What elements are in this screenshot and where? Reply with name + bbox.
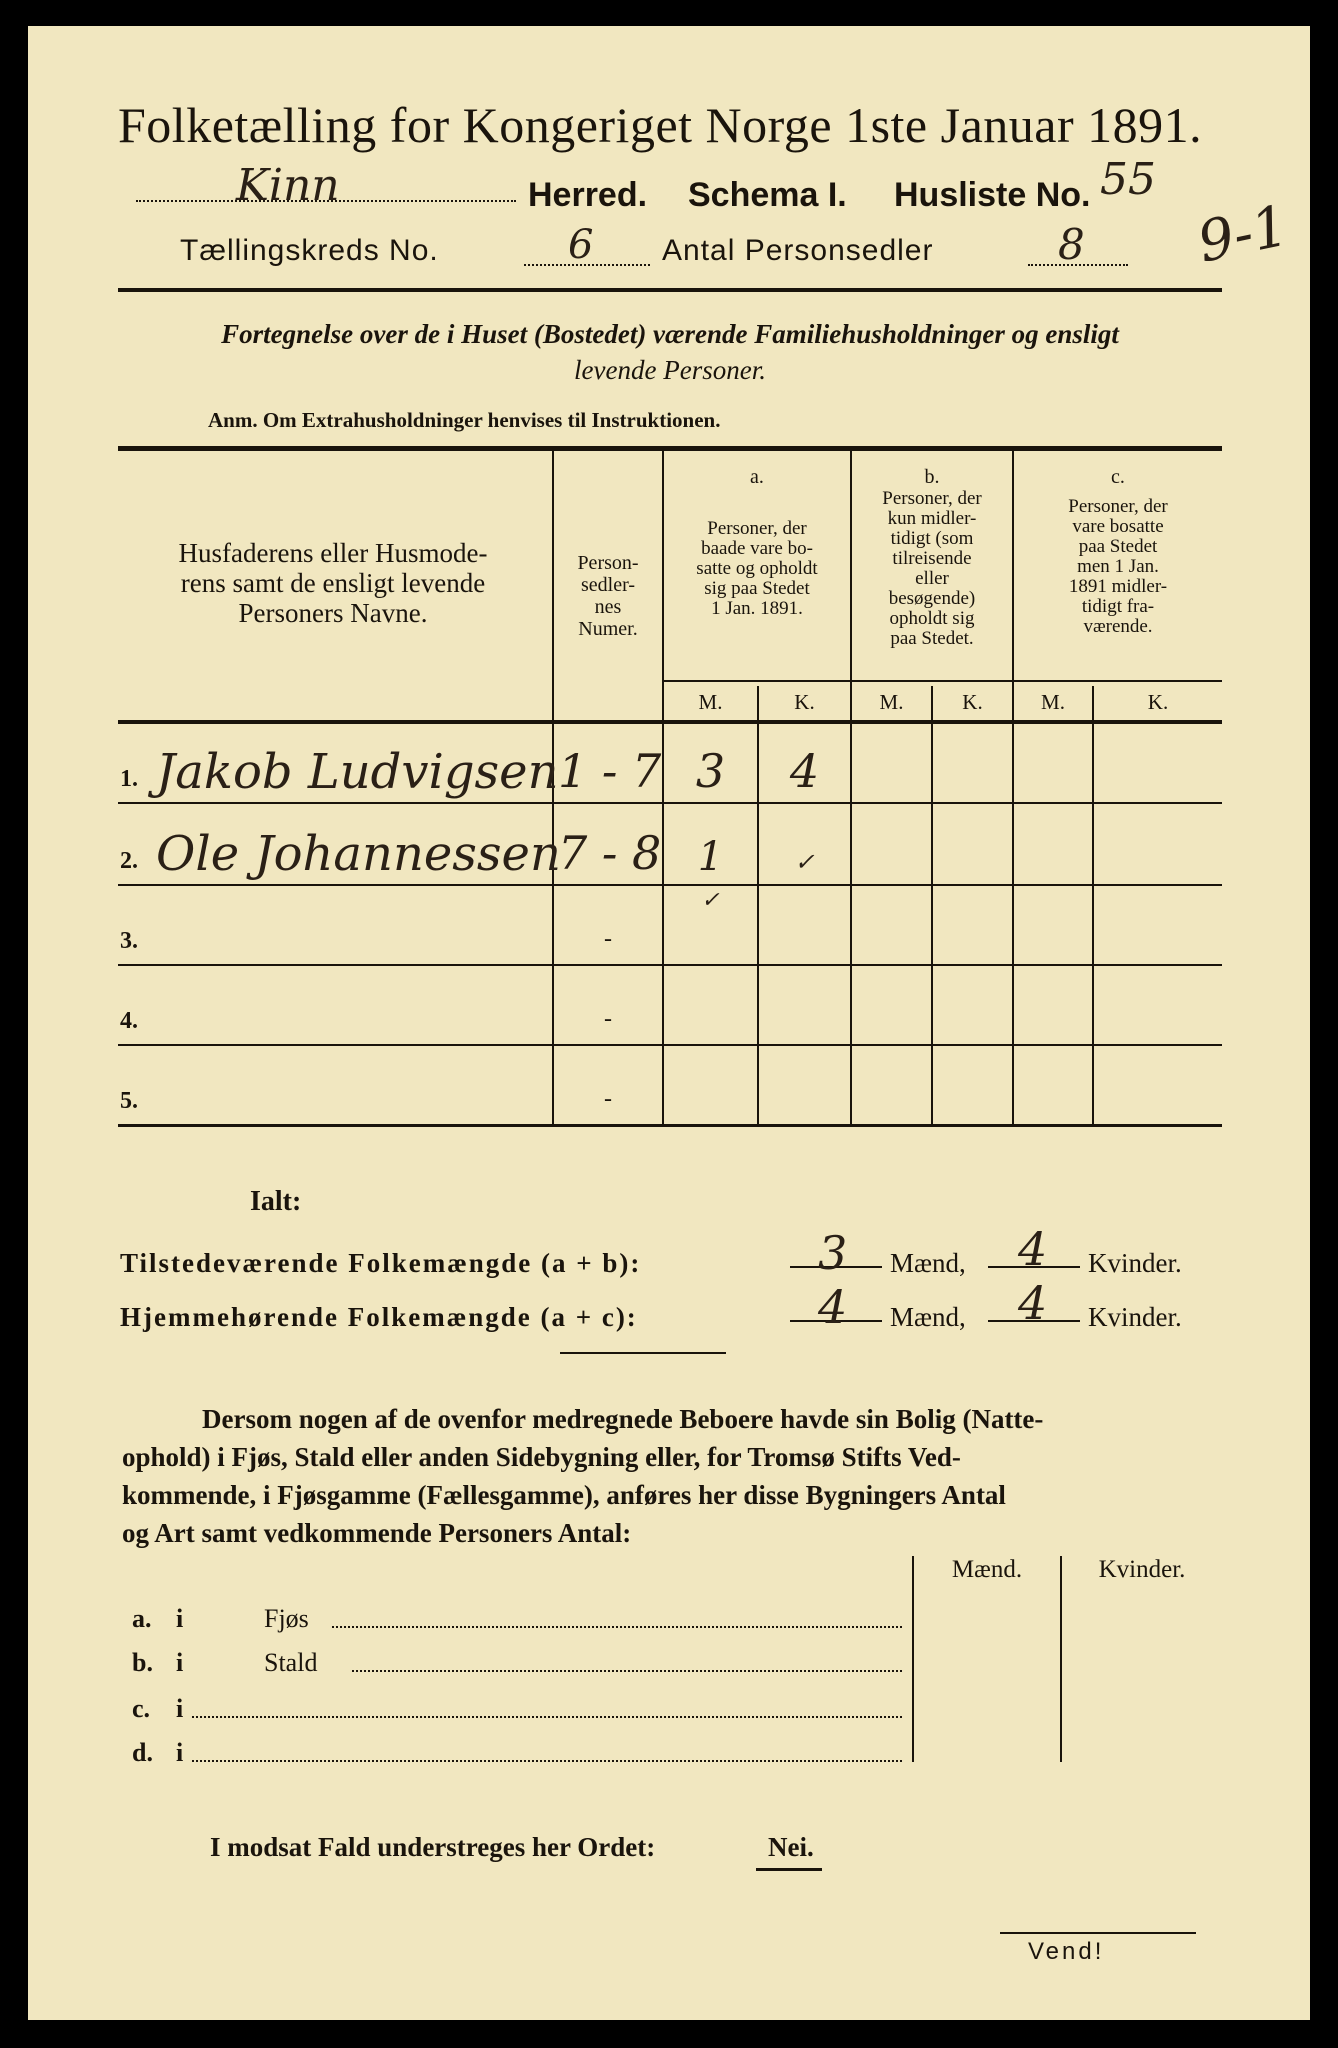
- row-rule-4: [118, 1044, 1222, 1046]
- table-top-rule: [118, 446, 1222, 451]
- row-1-a-m: 3: [695, 744, 726, 798]
- row-2-name: Ole Johannessen: [156, 826, 561, 882]
- building-row-c: c. i: [132, 1694, 912, 1730]
- col-divider-b-mk: [931, 686, 933, 1124]
- col-a-header: a. Personer, der baade vare bo- satte og opholdt sig paa Stedet 1 Jan. 1891.: [696, 466, 818, 619]
- table-bottom-rule: [118, 1124, 1222, 1127]
- buildings-maend-header: Mænd.: [951, 1556, 1023, 1583]
- header-rule: [118, 288, 1222, 292]
- census-form: [28, 26, 1310, 2020]
- anm-note: Anm. Om Extrahusholdninger henvises til Instruktionen.: [208, 408, 721, 432]
- buildings-col-divider-2: [1060, 1556, 1062, 1762]
- row-rule-1: [118, 802, 1222, 804]
- row-rule-3: [118, 964, 1222, 966]
- b-m-label: M.: [879, 690, 904, 714]
- herred-label: Herred.: [528, 176, 648, 214]
- husliste-value: 55: [1100, 154, 1156, 205]
- herred-value: Kinn: [236, 160, 340, 211]
- c-k-label: K.: [1147, 690, 1169, 714]
- vend-label: Vend!: [1028, 1938, 1105, 1965]
- a-m-label: M.: [698, 690, 723, 714]
- building-row-a: a. i Fjøs: [132, 1604, 912, 1640]
- hjemme-k-value: 4: [1018, 1276, 1048, 1330]
- tilstede-maend: Mænd,: [890, 1248, 966, 1278]
- tilstede-label: Tilstedeværende Folkemængde (a + b):: [120, 1248, 642, 1278]
- tilstede-k-value: 4: [1018, 1222, 1048, 1276]
- buildings-col-divider-1: [912, 1556, 914, 1762]
- col-c-header: c. Personer, der vare bosatte paa Stedet men 1 Jan. 1891 midler- tidigt fra- værende.: [1068, 466, 1168, 637]
- schema-label: Schema I.: [688, 176, 847, 214]
- row-number-3: 3.: [120, 928, 138, 954]
- col-name-header: Husfaderens eller Husmode- rens samt de ensligt levende Personers Navne.: [178, 538, 488, 628]
- b-k-label: K.: [962, 690, 983, 714]
- row-1-a-k: 4: [789, 744, 820, 798]
- row-2-a-m: 1: [697, 834, 724, 880]
- intro-heading-line1: Fortegnelse over de i Huset (Bostedet) værende Familiehusholdninger og ensligt: [221, 319, 1119, 349]
- hjemme-label: Hjemmehørende Folkemængde (a + c):: [120, 1302, 638, 1332]
- form-title: Folketælling for Kongeriget Norge 1ste Januar 1891.: [118, 97, 1203, 153]
- row-number-1: 1.: [120, 766, 138, 792]
- row-3-num: -: [604, 926, 612, 952]
- personsedler-value: 8: [1058, 220, 1085, 269]
- row-2-a-k-check: ✓: [794, 848, 815, 876]
- intro-heading-line2: levende Personer.: [574, 355, 766, 385]
- personsedler-label: Antal Personsedler: [662, 234, 934, 267]
- kreds-label: Tællingskreds No.: [180, 234, 439, 267]
- a-k-label: K.: [794, 690, 815, 714]
- ialt-label: Ialt:: [250, 1186, 302, 1217]
- intro-heading: [118, 316, 1222, 388]
- margin-note: 9-1: [1192, 193, 1294, 276]
- nei-word: Nei.: [768, 1832, 814, 1862]
- c-m-label: M.: [1041, 690, 1065, 714]
- tilstede-m-value: 3: [818, 1226, 848, 1280]
- hjemme-maend: Mænd,: [890, 1302, 966, 1332]
- vend-rule: [1000, 1932, 1196, 1934]
- row-2-a-m-check: ✓: [701, 888, 720, 913]
- buildings-kvinder-header: Kvinder.: [1098, 1556, 1186, 1583]
- husliste-label: Husliste No.: [894, 176, 1091, 214]
- row-rule-2: [118, 884, 1222, 886]
- nei-underline: [756, 1868, 822, 1871]
- modsat-fald-text: I modsat Fald understreges her Ordet:: [210, 1832, 656, 1862]
- kreds-value: 6: [568, 222, 594, 268]
- row-1-name: Jakob Ludvigsen: [156, 744, 559, 800]
- tilstede-kvinder: Kvinder.: [1088, 1248, 1182, 1278]
- col-num-header: Person- sedler- nes Numer.: [577, 552, 639, 640]
- hjemme-m-value: 4: [818, 1280, 848, 1334]
- buildings-paragraph: Dersom nogen af de ovenfor medregnede Beboere havde sin Bolig (Natte- ophold) i Fjøs, Stald eller anden Sidebygning eller, for Tromsø Stifts Ved- kommende, i Fjøsgamme (Fællesgamme), anføres her disse Bygningers Antal og Art samt vedkommende Personers Antal:: [122, 1404, 1044, 1548]
- row-4-num: -: [604, 1006, 612, 1032]
- row-2-num: 7 - 8: [558, 826, 662, 880]
- table-head-rule: [118, 720, 1222, 724]
- row-5-num: -: [604, 1086, 612, 1112]
- row-number-2: 2.: [120, 848, 138, 874]
- hjemme-kvinder: Kvinder.: [1088, 1302, 1182, 1332]
- col-divider-c-mk: [1092, 686, 1094, 1124]
- mk-sub-rule: [664, 680, 1222, 682]
- col-b-header: b. Personer, der kun midler- tidigt (som tilreisende eller besøgende) opholdt sig paa Stedet.: [882, 466, 982, 649]
- row-number-5: 5.: [120, 1088, 138, 1114]
- building-row-d: d. i: [132, 1738, 912, 1774]
- section-divider: [560, 1352, 726, 1354]
- building-row-b: b. i Stald: [132, 1648, 912, 1684]
- row-1-num: 1 - 7: [558, 744, 662, 798]
- row-number-4: 4.: [120, 1008, 138, 1034]
